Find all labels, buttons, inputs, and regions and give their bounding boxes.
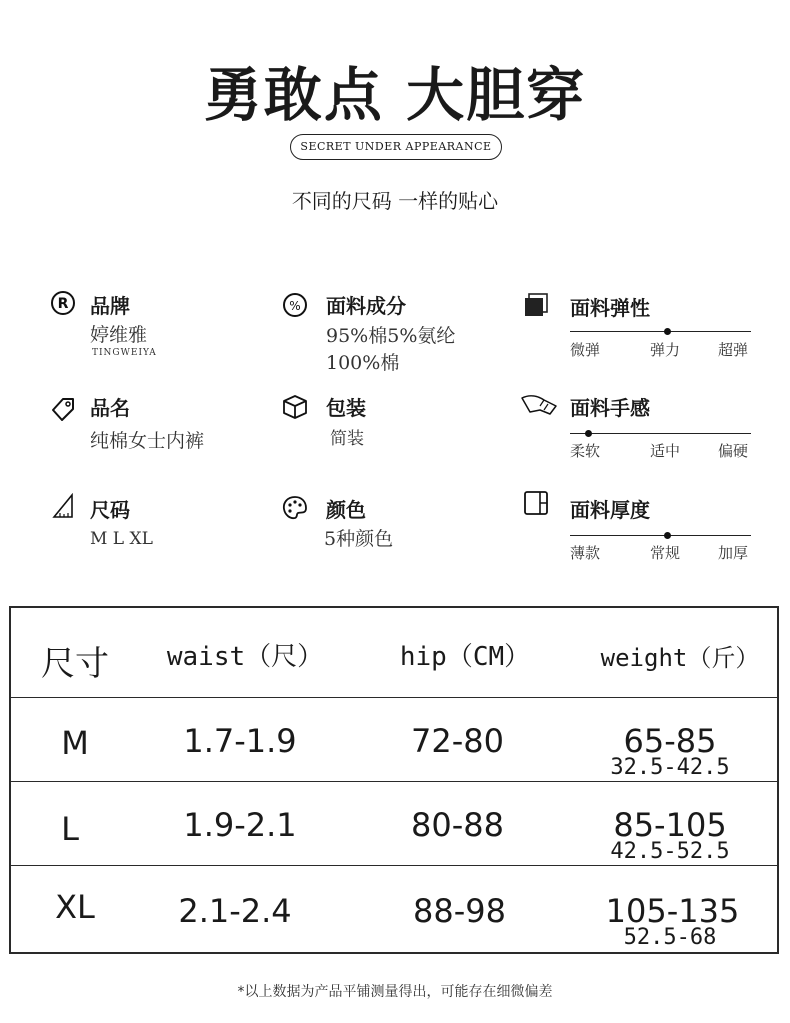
thickness-label: 面料厚度 (570, 498, 650, 522)
elasticity-scale-marker (664, 328, 671, 335)
page-title: 勇敢点 大胆穿 (203, 61, 587, 129)
table-cell-weight: 105-135 (605, 892, 740, 930)
package-label: 包装 (326, 396, 366, 420)
thickness-scale-marker (664, 532, 671, 539)
hand-feel-scale-marker (585, 430, 592, 437)
percent-icon (282, 292, 308, 322)
table-cell-hip: 88-98 (413, 892, 506, 930)
table-cell-hip: 80-88 (411, 806, 504, 844)
table-cell-size: XL (55, 888, 95, 926)
elasticity-scale-line (570, 331, 751, 332)
page-subtitle: 不同的尺码 一样的贴心 (291, 189, 499, 213)
footnote: *以上数据为产品平铺测量得出，可能存在细微偏差 (237, 984, 553, 1000)
ruler-icon (50, 493, 76, 523)
box-icon (282, 394, 308, 424)
color-value: 5种颜色 (324, 528, 394, 550)
table-header-weight: weight（斤） (600, 644, 760, 672)
brand-label: 品牌 (90, 294, 130, 318)
table-cell-hip: 72-80 (411, 722, 504, 760)
header-badge: SECRET UNDER APPEARANCE (290, 134, 502, 160)
elasticity-option: 微弹 (570, 341, 601, 359)
hand-feel-scale-line (570, 433, 751, 434)
brand-value: 婷维雅 (90, 324, 148, 346)
fabric-label: 面料成分 (326, 294, 406, 318)
table-cell-weight: 65-85 (623, 722, 717, 760)
table-cell-size: M (61, 724, 89, 762)
size-label: 尺码 (90, 498, 130, 522)
hand-feel-option: 柔软 (570, 442, 601, 460)
brand-value-en: TINGWEIYA (92, 348, 157, 358)
thickness-scale-line (570, 535, 751, 536)
table-divider (9, 781, 779, 782)
table-header-size: 尺寸 (41, 644, 109, 684)
color-label: 颜色 (326, 498, 366, 522)
hand-feel-label: 面料手感 (570, 396, 650, 420)
svg-text:%: % (289, 299, 301, 313)
thickness-option: 薄款 (570, 544, 601, 562)
table-cell-weight-kg: 32.5-42.5 (610, 755, 730, 780)
fabric-swatch-icon (523, 292, 549, 322)
table-cell-weight-kg: 52.5-68 (623, 925, 717, 950)
table-header-waist: waist（尺） (166, 642, 324, 672)
table-divider (9, 865, 779, 866)
name-value: 纯棉女士内裤 (90, 430, 205, 452)
size-value: M L XL (90, 529, 153, 549)
fabric-line1: 95%棉5%氨纶 (326, 325, 456, 347)
table-cell-waist: 1.9-2.1 (183, 806, 297, 844)
hand-feel-option: 适中 (650, 442, 681, 460)
table-cell-weight: 85-105 (613, 806, 727, 844)
elasticity-option: 超弹 (718, 341, 749, 359)
svg-text:R: R (57, 296, 69, 312)
table-cell-weight-kg: 42.5-52.5 (610, 839, 730, 864)
tag-icon (50, 396, 76, 426)
thickness-option: 加厚 (718, 544, 749, 562)
registered-icon (50, 290, 76, 320)
table-divider (9, 697, 779, 698)
package-value: 简装 (330, 429, 364, 449)
elasticity-option: 弹力 (650, 341, 681, 359)
table-header-hip: hip（CM） (399, 642, 531, 672)
table-cell-size: L (61, 810, 79, 848)
thickness-option: 常规 (650, 544, 681, 562)
elasticity-label: 面料弹性 (570, 296, 650, 320)
palette-icon (282, 495, 308, 525)
name-label: 品名 (90, 396, 130, 420)
hand-feel-option: 偏硬 (718, 442, 749, 460)
table-cell-waist: 1.7-1.9 (183, 722, 297, 760)
table-cell-waist: 2.1-2.4 (178, 892, 292, 930)
fabric-line2: 100%棉 (326, 352, 400, 374)
hand-feel-icon (520, 392, 560, 422)
fabric-roll-icon (523, 490, 549, 520)
